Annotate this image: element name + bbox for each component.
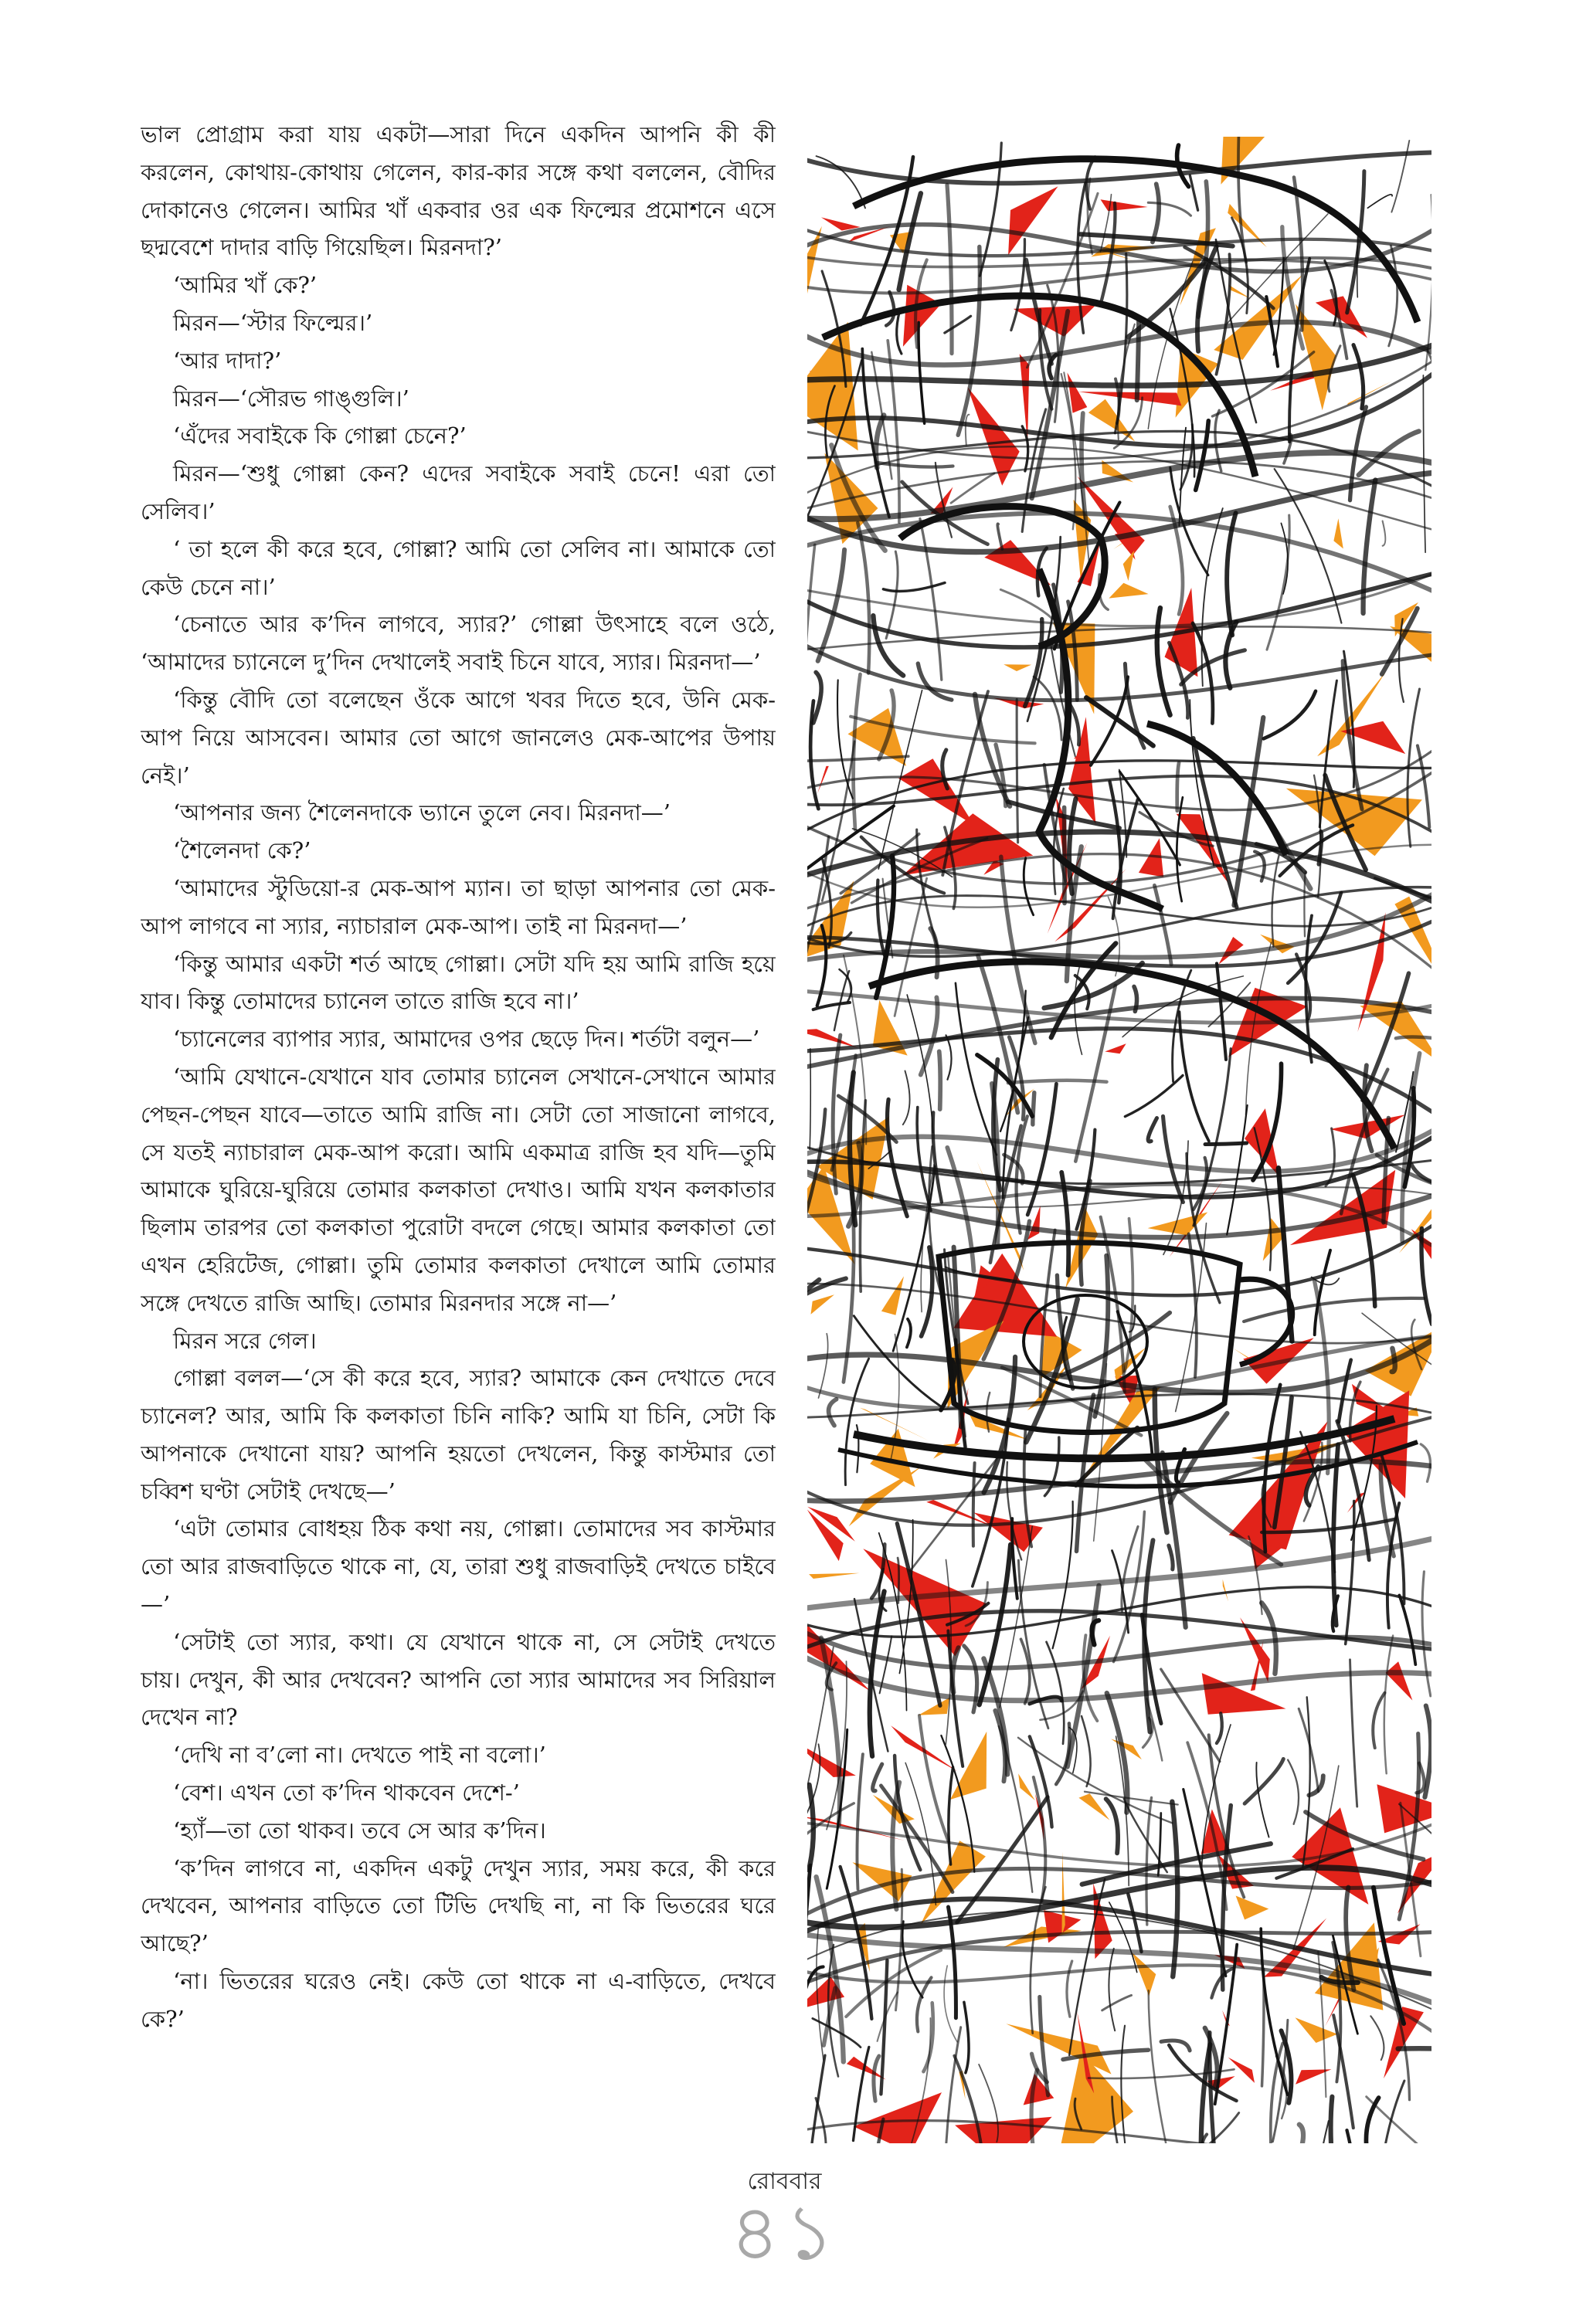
article-paragraph: ‘আর দাদা?’: [173, 347, 282, 374]
article-paragraph: ‘এটা তোমার বোধহয় ঠিক কথা নয়, গোল্লা। তোমাদের সব কাস্টমার তো আর রাজবাড়িতে থাকে না, যে, তারা শুধু রাজবাড়িই দেখতে চাইবে—’: [141, 1515, 776, 1618]
article-paragraph: ‘আমি যেখানে-যেখানে যাব তোমার চ্যানেল সেখানে-সেখানে আমার পেছন-পেছন যাবে—তাতে আমি রাজি না। সেটা তো সাজানো লাগবে, সে যতই ন্যাচারাল মেক-আপ করো। আমি একমাত্র রাজি হব যদি—তুমি আমাকে ঘুরিয়ে-ঘুরিয়ে তোমার কলকাতা দেখাও। আমি যখন কলকাতার ছিলাম তারপর তো কলকাতা পুরোটা বদলে গেছে। আমার কলকাতা তো এখন হেরিটেজ, গোল্লা। তুমি তোমার কলকাতা দেখালে আমি তোমার সঙ্গে দেখতে রাজি আছি। তোমার মিরনদার সঙ্গে না—’: [141, 1063, 776, 1316]
article-paragraph: ‘ক’দিন লাগবে না, একদিন একটু দেখুন স্যার, সময় করে, কী করে দেখবেন, আপনার বাড়িতে তো টিভি দেখছি না, না কি ভিতরের ঘরে আছে?’: [141, 1854, 776, 1957]
sketch-stroke: [1033, 1093, 1034, 1125]
article-paragraph: মিরন—‘সৌরভ গাঙ্গুলি।’: [173, 385, 409, 412]
sketch-illustration: [807, 137, 1431, 2143]
sketch-stroke: [1177, 762, 1179, 810]
article-paragraph: ‘সেটাই তো স্যার, কথা। যে যেখানে থাকে না, সে সেটাই দেখতে চায়। দেখুন, কী আর দেখবেন? আপনি তো স্যার আমাদের সব সিরিয়াল দেখেন না?: [141, 1628, 776, 1731]
article-paragraph: মিরন সরে গেল।: [173, 1327, 317, 1354]
article-paragraph: ‘আমাদের স্টুডিয়ো-র মেক-আপ ম্যান। তা ছাড়া আপনার তো মেক-আপ লাগবে না স্যার, ন্যাচারাল মেক-আপ। তাই না মিরনদা—’: [141, 874, 776, 939]
sketch-stroke: [939, 1051, 941, 1109]
article-paragraph: মিরন—‘স্টার ফিল্মের।’: [173, 309, 373, 336]
article-text-column: [141, 116, 776, 2139]
article-paragraph: ‘হ্যাঁ—তা তো থাকব। তবে সে আর ক’দিন।: [173, 1817, 546, 1844]
article-paragraph: ‘কিন্তু বৌদি তো বলেছেন ওঁকে আগে খবর দিতে হবে, উনি মেক-আপ নিয়ে আসবেন। আমার তো আগে জানলেও মেক-আপের উপায় নেই।’: [141, 686, 776, 789]
sketch-artwork: [807, 137, 1431, 2143]
page-footer: [0, 2166, 1569, 2278]
article-paragraph: ‘বেশ। এখন তো ক’দিন থাকবেন দেশে-’: [173, 1779, 520, 1807]
article-paragraph: মিরন—‘শুধু গোল্লা কেন? এদের সবাইকে সবাই চেনে! এরা তো সেলিব।’: [141, 460, 776, 524]
article-paragraph: ‘ তা হলে কী করে হবে, গোল্লা? আমি তো সেলিব না। আমাকে তো কেউ চেনে না।’: [141, 535, 776, 600]
article-paragraph: ‘কিন্তু আমার একটা শর্ত আছে গোল্লা। সেটা যদি হয় আমি রাজি হয়ে যাব। কিন্তু তোমাদের চ্যানেল তাতে রাজি হবে না।’: [141, 950, 776, 1015]
article-paragraph: ‘আমির খাঁ কে?’: [173, 272, 318, 299]
article-paragraph: ভাল প্রোগ্রাম করা যায় একটা—সারা দিনে একদিন আপনি কী কী করলেন, কোথায়-কোথায় গেলেন, কার-কার সঙ্গে কথা বললেন, বৌদির দোকানেও গেলেন। আমির খাঁ একবার ওর এক ফিল্মের প্রমোশনে এসে ছদ্মবেশে দাদার বাড়ি গিয়েছিল। মিরনদা?’: [141, 121, 776, 261]
article-paragraph: ‘আপনার জন্য শৈলেনদাকে ভ্যানে তুলে নেব। মিরনদা—’: [173, 799, 671, 826]
page-number: ৪১: [729, 2187, 840, 2278]
article-paragraph: ‘দেখি না ব’লো না। দেখতে পাই না বলো।’: [173, 1742, 546, 1769]
magazine-name: রোববার: [747, 2168, 822, 2195]
article-paragraph: ‘চ্যানেলের ব্যাপার স্যার, আমাদের ওপর ছেড়ে দিন। শর্তটা বলুন—’: [173, 1026, 760, 1053]
article-paragraph: ‘শৈলেনদা কে?’: [173, 837, 311, 864]
article-paragraph: ‘না। ভিতরের ঘরেও নেই। কেউ তো থাকে না এ-বাড়িতে, দেখবে কে?’: [141, 1968, 776, 2032]
article-paragraph: গোল্লা বলল—‘সে কী করে হবে, স্যার? আমাকে কেন দেখাতে দেবে চ্যানেল? আর, আমি কি কলকাতা চিনি নাকি? আমি যা চিনি, সেটা কি আপনাকে দেখানো যায়? আপনি হয়তো দেখলেন, কিন্তু কাস্টমার তো চব্বিশ ঘণ্টা সেটাই দেখছে—’: [141, 1365, 776, 1505]
article-paragraph: ‘এঁদের সবাইকে কি গোল্লা চেনে?’: [173, 422, 467, 450]
sketch-stroke: [1205, 1143, 1247, 1145]
article-paragraph: ‘চেনাতে আর ক’দিন লাগবে, স্যার?’ গোল্লা উৎসাহে বলে ওঠে, ‘আমাদের চ্যানেলে দু’দিন দেখালেই সবাই চিনে যাবে, স্যার। মিরনদা—’: [141, 611, 776, 676]
